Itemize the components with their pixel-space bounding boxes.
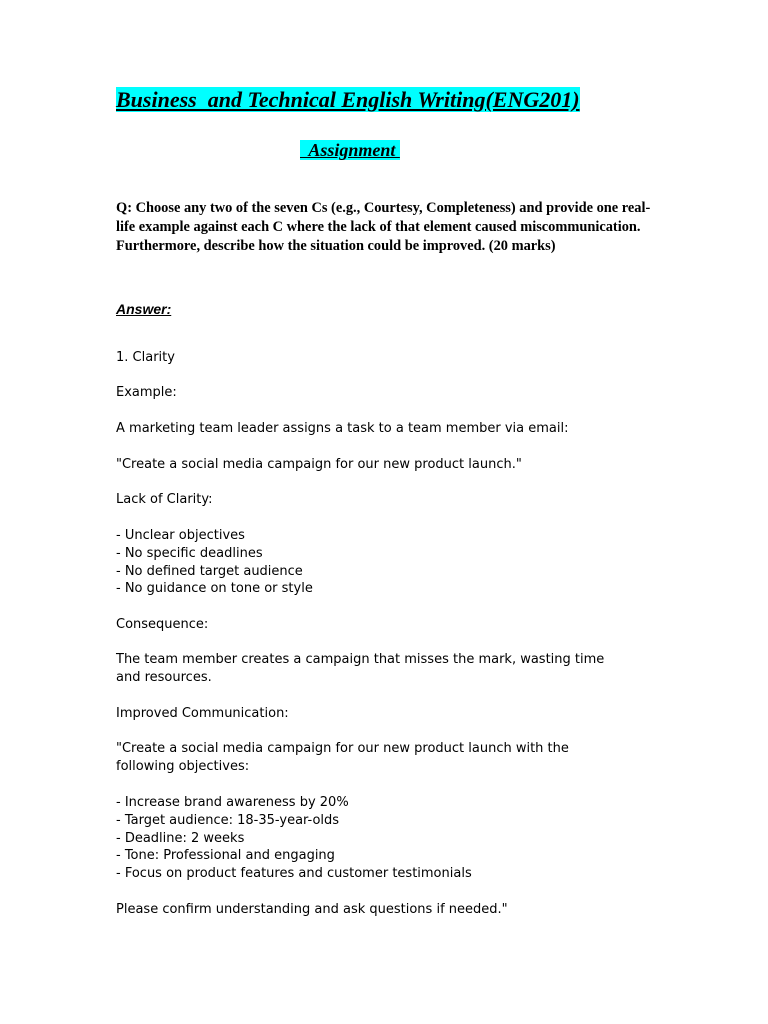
improved-intro: [116, 740, 626, 776]
list-item: - No specific deadlines: [116, 545, 263, 561]
list-item: - Focus on product features and customer testimonials: [116, 866, 472, 882]
consequence-text: The team member creates a campaign that misses the mark, wasting time and resources.: [116, 652, 605, 685]
improved-label: [116, 705, 656, 723]
example-intro-text: A marketing team leader assigns a task to a team member via email:: [116, 421, 569, 436]
improved-list: [116, 794, 656, 883]
example-quote: [116, 456, 656, 474]
example-label: [116, 384, 656, 402]
closing-line: [116, 901, 656, 919]
list-item: - Increase brand awareness by 20%: [116, 795, 349, 810]
list-item: - Unclear objectives: [116, 528, 245, 543]
document-subtitle: [300, 138, 400, 162]
list-item: - Tone: Professional and engaging: [116, 848, 335, 864]
list-item: - No defined target audience: [116, 563, 303, 579]
list-item: - Target audience: 18-35-year-olds: [116, 812, 340, 828]
example-label-text: Example:: [116, 385, 177, 400]
document-title: [116, 86, 580, 114]
consequence-label: [116, 616, 656, 634]
subtitle-text: Assignment: [300, 140, 400, 160]
example-quote-text: "Create a social media campaign for our new product launch.": [116, 457, 522, 472]
lack-list: [116, 527, 656, 598]
consequence-paragraph: [116, 651, 616, 687]
list-item: - No guidance on tone or style: [116, 581, 313, 597]
section-heading: [116, 349, 656, 367]
example-intro: [116, 420, 656, 438]
lack-label: [116, 491, 656, 509]
list-item: - Deadline: 2 weeks: [116, 830, 245, 846]
consequence-label-text: Consequence:: [116, 617, 209, 632]
answer-label: Answer:: [116, 301, 172, 317]
improved-intro-text: "Create a social media campaign for our new product launch with the following objectives:: [116, 741, 569, 774]
section-heading-text: 1. Clarity: [116, 350, 175, 365]
title-text: Business and Technical English Writing(ENG201): [116, 87, 580, 112]
improved-label-text: Improved Communication:: [116, 706, 289, 721]
closing-text: Please confirm understanding and ask questions if needed.": [116, 902, 508, 917]
question-paragraph: Q: Choose any two of the seven Cs (e.g., Courtesy, Completeness) and provide one real-life example against each C where the lack of that element caused miscommunication. Furthermore, describe how the situation could be improved. (20 marks): [116, 200, 651, 254]
lack-label-text: Lack of Clarity:: [116, 492, 213, 507]
